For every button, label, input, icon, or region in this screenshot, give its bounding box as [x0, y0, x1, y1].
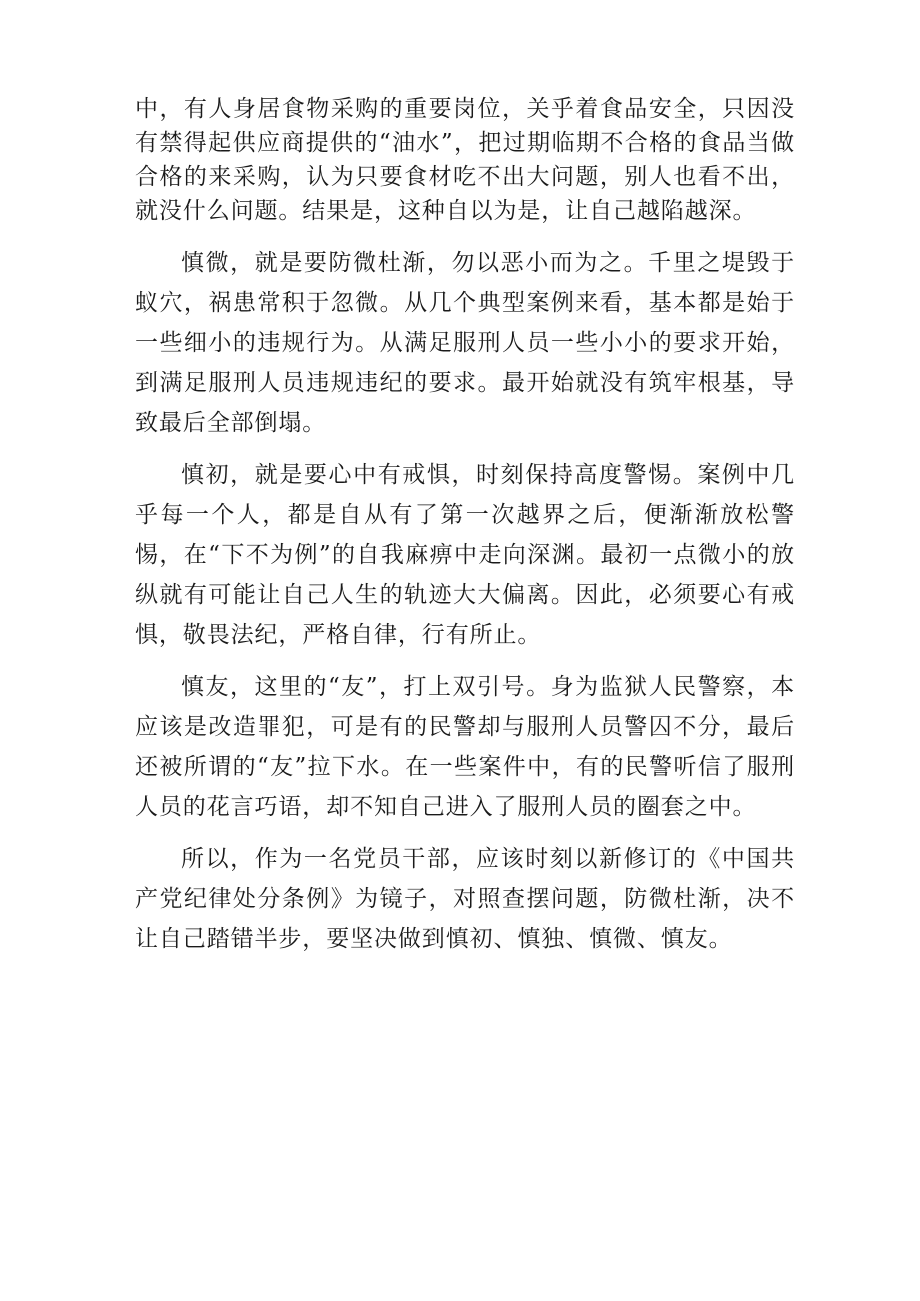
paragraph-shen-wei: 慎微，就是要防微杜渐，勿以恶小而为之。千里之堤毁于蚁穴，祸患常积于忽微。从几个典型案例来看，基本都是始于一些细小的违规行为。从满足服刑人员一些小小的要求开始，到满足服刑人员违规违纪的要求。最开始就没有筑牢根基，导致最后全部倒塌。: [135, 250, 795, 436]
document-body: [135, 92, 795, 959]
paragraph-shen-chu: 慎初，就是要心中有戒惧，时刻保持高度警惕。案例中几乎每一个人，都是自从有了第一次越界之后，便渐渐放松警惕，在“下不为例”的自我麻痹中走向深渊。最初一点微小的放纵就有可能让自己人生的轨迹大大偏离。因此，必须要心有戒惧，敬畏法纪，严格自律，行有所止。: [135, 462, 795, 648]
paragraph-food-procurement-case: 中，有人身居食物采购的重要岗位，关乎着食品安全，只因没有禁得起供应商提供的“油水”，把过期临期不合格的食品当做合格的来采购，认为只要食材吃不出大问题，别人也看不出，就没什么问题。结果是，这种自以为是，让自己越陷越深。: [135, 96, 795, 224]
paragraph-shen-you: 慎友，这里的“友”，打上双引号。身为监狱人民警察，本应该是改造罪犯，可是有的民警却与服刑人员警囚不分，最后还被所谓的“友”拉下水。在一些案件中，有的民警听信了服刑人员的花言巧语，却不知自己进入了服刑人员的圈套之中。: [135, 674, 795, 820]
paragraph-conclusion: 所以，作为一名党员干部，应该时刻以新修订的《中国共产党纪律处分条例》为镜子，对照查摆问题，防微杜渐，决不让自己踏错半步，要坚决做到慎初、慎独、慎微、慎友。: [135, 846, 795, 952]
